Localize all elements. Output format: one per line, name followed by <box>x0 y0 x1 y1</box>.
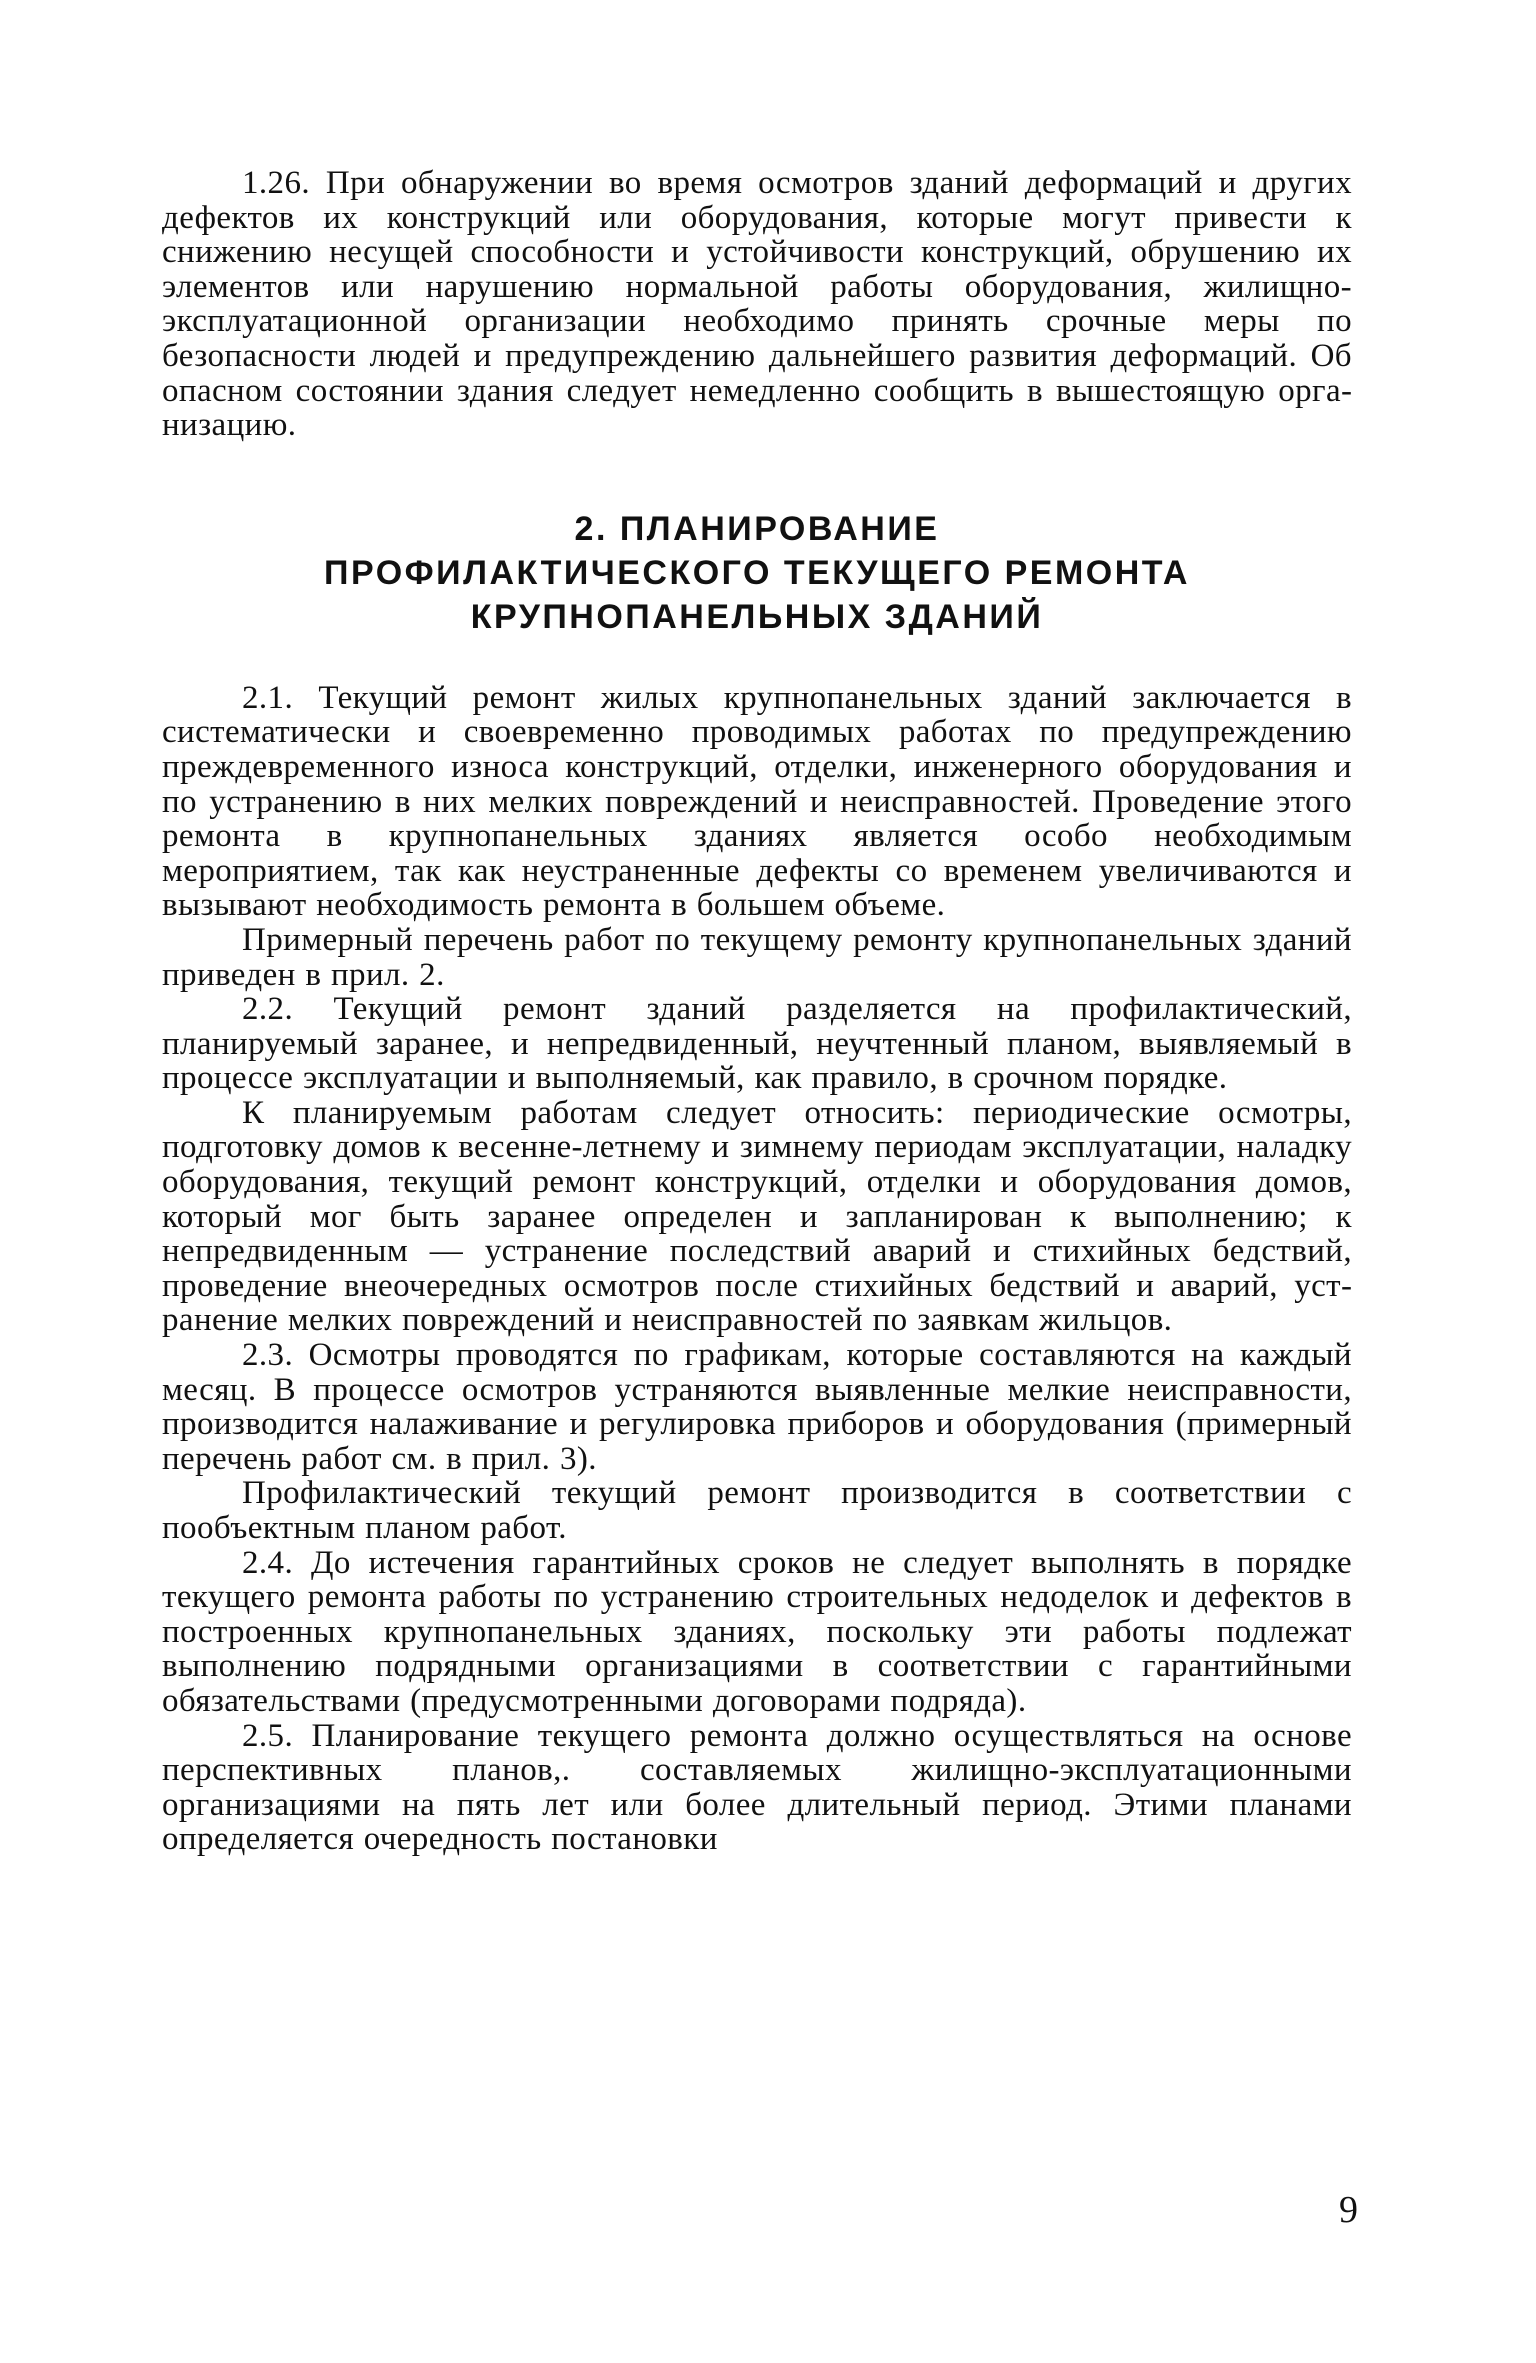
paragraph-2-1: 2.1. Текущий ремонт жилых крупнопанельных зданий заключается в систематически и своевременно проводимых работах по предупреждению преждевременного износа конструкций, отделки, инженерного оборудования и по устранению в них мелких повреждений и неисправностей. Проведение этого ремонта в крупнопанельных зданиях является особо необходимым мероприятием, так как неустраненные дефекты со временем увеличиваются и вызывают необходимость ремонта в большем объеме. <box>162 679 1352 924</box>
paragraph-2-3-preventive: Профилактический текущий ремонт производится в соответствии с пообъектным планом работ. <box>162 1475 1352 1546</box>
section-heading-line-3: КРУПНОПАНЕЛЬНЫХ ЗДАНИЙ <box>470 597 1044 636</box>
paragraph-1-26: 1.26. При обнаружении во время осмотров зданий деформаций и других дефектов их конструкций или оборудования, которые могут привести к снижению несущей способности и устойчивости конструкций, обрушению их элементов или нарушению нормальной работы оборудования, жилищно-эксплуатационной организации необходимо принять срочные меры по безопасности людей и предупреждению дальнейшего развития деформаций. Об опасном состоянии здания следует немедленно сообщить в вышестоящую организацию. <box>162 165 1352 444</box>
paragraph-2-3: 2.3. Осмотры проводятся по графикам, которые составляются на каждый месяц. В процессе осмотров устраняются выявленные мелкие неисправности, производится налаживание и регулировка приборов и оборудования (примерный перечень работ см. в прил. 3). <box>162 1337 1352 1477</box>
paragraph-2-4: 2.4. До истечения гарантийных сроков не следует выполнять в порядке текущего ремонта работы по устранению строительных недоделок и дефектов в построенных крупнопанельных зданиях, поскольку эти работы подлежат выполнению подрядными организациями в соответствии с гарантийными обязательствами (предусмотренными договорами подряда). <box>162 1544 1352 1719</box>
paragraph-2-1-list-ref: Примерный перечень работ по текущему ремонту крупнопанельных зданий приведен в прил. 2. <box>162 921 1352 993</box>
paragraph-2-2: 2.2. Текущий ремонт зданий разделяется на профилактический, планируемый заранее, и непредвиденный, неучтенный планом, выявляемый в процессе эксплуатации и выполняемый, как правило, в срочном порядке. <box>162 991 1352 1097</box>
text-column <box>162 166 1352 1857</box>
paragraph-2-5: 2.5. Планирование текущего ремонта должно осуществляться на основе перспективных планов,. составляемых жилищно-эксплуатационными организациями на пять лет или более длительный период. Этими планами определяется очередность постановки <box>162 1717 1352 1858</box>
page-number: 9 <box>1339 2189 1358 2231</box>
section-heading-line-1: 2. ПЛАНИРОВАНИЕ <box>574 509 940 548</box>
section-heading <box>162 507 1352 639</box>
section-heading-line-2: ПРОФИЛАКТИЧЕСКОГО ТЕКУЩЕГО РЕМОНТА <box>324 553 1190 592</box>
paragraph-2-2-planned-works: К планируемым работам следует относить: периодические осмотры, подготовку домов к весенне-летнему и зимнему периодам эксплуатации, наладку оборудования, текущий ремонт конструкций, отделки и оборудования домов, который мог быть заранее определен и запланирован к выполнению; к непредвиденным — устранение последствий аварий и стихийных бедствий, проведение внеочередных осмотров после стихийных бедствий и аварий, устранение мелких повреждений и неисправностей по заявкам жильцов. <box>162 1094 1352 1339</box>
